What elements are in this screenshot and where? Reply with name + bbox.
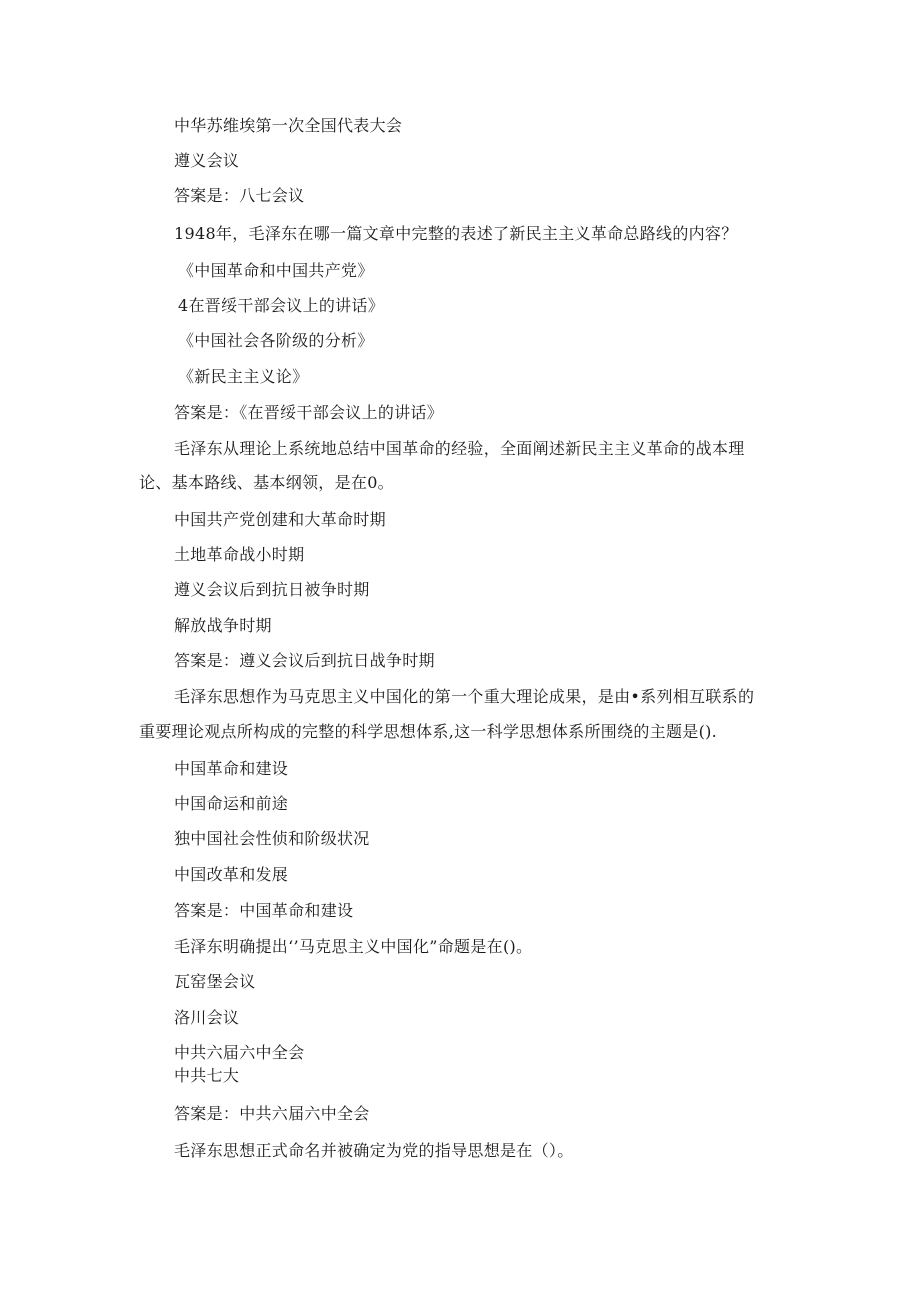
option-text: 《新民主主义论》: [178, 367, 309, 386]
option-text: 4在晋绥干部会议上的讲话》: [178, 296, 385, 315]
question-text: 毛泽东明确提出‘’马克思主义中国化”命题是在()。: [174, 937, 533, 956]
answer-text: 答案是：遵义会议后到抗日战争时期: [174, 651, 435, 670]
option-text: 中国改革和发展: [174, 865, 289, 884]
option-text: 中国共产党创建和大革命时期: [174, 510, 386, 529]
question-text: 1948年，毛泽东在哪一篇文章中完整的表述了新民主主义革命总路线的内容？: [174, 224, 738, 243]
question-text: 毛泽东从理论上系统地总结中国革命的经验，全面阐述新民主主义革命的战本理: [174, 439, 745, 458]
question-text-continued: 论、基本路线、基本纲领，是在0。: [139, 473, 394, 492]
answer-text: 答案是：《在晋绥干部会议上的讲话》: [174, 403, 444, 422]
option-text: 中国革命和建设: [174, 759, 289, 778]
option-text: 土地革命战小时期: [174, 545, 305, 564]
answer-text: 答案是：中国革命和建设: [174, 901, 354, 920]
question-text-continued: 重要理论观点所构成的完整的科学思想体系,这一科学思想体系所围绕的主题是().: [139, 722, 718, 741]
option-text: 《中国社会各阶级的分析》: [178, 331, 374, 350]
option-text: 独中国社会性侦和阶级状况: [174, 829, 370, 848]
option-text: 中共六届六中全会: [174, 1043, 305, 1062]
option-text: 中华苏维埃第一次全国代表大会: [174, 116, 403, 135]
answer-text: 答案是：中共六届六中全会: [174, 1104, 370, 1123]
option-text: 洛川会议: [174, 1008, 240, 1027]
option-text: 解放战争时期: [174, 616, 272, 635]
option-text: 瓦窑堡会议: [174, 972, 256, 991]
option-text: 中国命运和前途: [174, 794, 289, 813]
option-text: 《中国革命和中国共产党》: [178, 261, 374, 280]
option-text: 遵义会议后到抗日被争时期: [174, 580, 370, 599]
question-text: 毛泽东思想作为马克思主义中国化的第一个重大理论成果，是由•系列相互联系的: [174, 687, 755, 706]
option-text: 遵义会议: [174, 151, 240, 170]
answer-text: 答案是：八七会议: [174, 186, 305, 205]
question-text: 毛泽东思想正式命名并被确定为党的指导思想是在（）。: [174, 1141, 574, 1160]
option-text: 中共七大: [174, 1066, 240, 1085]
